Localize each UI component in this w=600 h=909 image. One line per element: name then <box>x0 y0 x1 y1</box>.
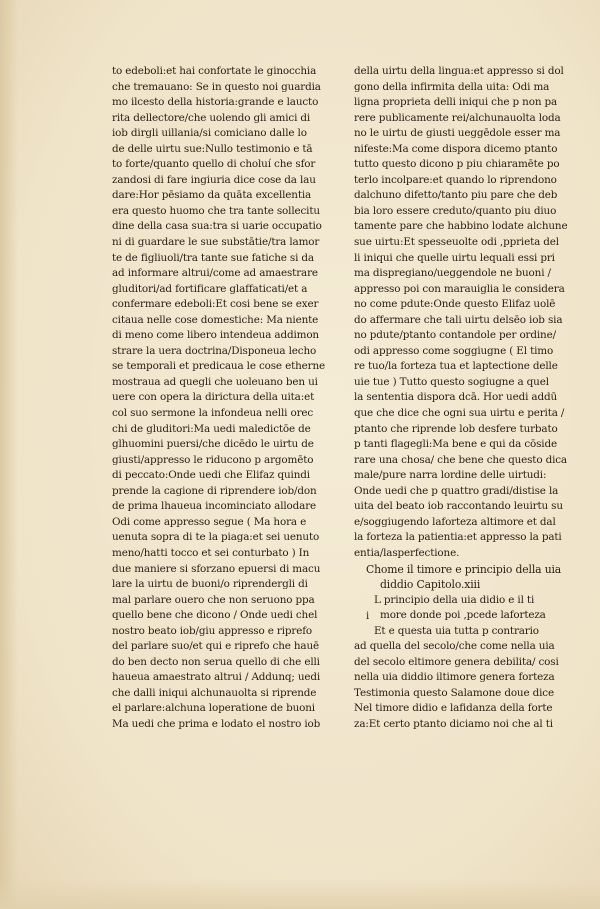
text-line: Ma uedi che prima e lodato el nostro iob <box>112 717 321 730</box>
text-line: do ben decto non serua quello di che elli <box>112 655 320 668</box>
text-line: do affermare che tali uirtu delsēo iob sia <box>354 313 563 326</box>
text-line: della uirtu della lingua:et appresso si dol <box>354 65 564 77</box>
text-line: el parlare:alchuna loperatione de buoni <box>112 702 315 715</box>
text-line: re tuo/la forteza tua et laptectione delle <box>354 360 558 373</box>
text-line: uenuta sopra di te la piaga:et sei uenuto <box>112 531 320 544</box>
text-line: e/soggiugendo laforteza altimore et dal <box>354 515 556 528</box>
chapter-heading-line-1: Chome il timore e principio della uia <box>366 562 562 576</box>
text-line: no le uirtu de giusti ueggēdole esser ma <box>354 127 561 140</box>
text-line: se temporali et predicaua le cose etherne <box>112 360 326 373</box>
text-line: nella uia diddio iltimore genera forteza <box>354 671 555 684</box>
chapter-heading-line-2: diddio Capitolo.xiii <box>380 578 481 592</box>
text-line: Odi come appresso segue ( Ma hora e <box>112 515 307 528</box>
text-line: to forte/quanto quello di choluí che sfor <box>112 158 316 171</box>
text-line: meno/hatti tocco et sei conturbato ) In <box>112 546 310 559</box>
text-line: col suo sermone la infondeua nelli orec <box>112 407 314 420</box>
text-line: chi de gluditori:Ma uedi maledictōe de <box>112 422 311 435</box>
text-line: no come pdute:Onde questo Elifaz uolē <box>354 298 556 311</box>
text-line: nifeste:Ma come dispora dicemo ptanto <box>354 142 558 155</box>
text-line: dine della casa sua:tra si uarie occupatio <box>112 220 322 233</box>
text-line: bia loro essere creduto/quanto piu diuo <box>354 204 557 217</box>
text-line: di meno come libero intendeua addimon <box>112 329 319 342</box>
text-line: citaua nelle cose domestiche: Ma niente <box>112 313 319 326</box>
text-line: de delle uirtu sue:Nullo testimonio e tā <box>112 142 313 155</box>
text-line: del secolo eltimore genera debilita/ cosi <box>354 655 559 668</box>
text-line: nostro beato iob/giu appresso e riprefo <box>112 624 313 637</box>
right-text-column <box>354 64 576 733</box>
text-line: sue uirtu:Et spesseuolte odi ,pprieta del <box>354 236 559 249</box>
text-line: dalchuno difetto/tanto piu pare che deb <box>354 189 558 202</box>
text-line: Testimonia questo Salamone doue dice <box>354 686 554 699</box>
text-line: ad informare altrui/come ad amaestrare <box>112 267 318 280</box>
text-line: to edeboli:et hai confortate le ginocchia <box>112 65 317 77</box>
text-line: Et e questa uia tutta p contrario <box>374 624 539 637</box>
text-line: mal parlare ouero che non seruono ppa <box>112 593 315 606</box>
text-line: dare:Hor pēsiamo da quāta excellentia <box>112 189 312 202</box>
text-line: ad quella del secolo/che come nella uia <box>354 640 555 653</box>
text-line: Nel timore didio e lafidanza della forte <box>354 702 553 715</box>
text-line: gluditori/ad fortificare glaffaticati/et a <box>112 282 308 295</box>
text-line: rere publicamente rei/alchunauolta loda <box>354 111 561 124</box>
text-line: de prima lhaueua incominciato allodare <box>112 500 317 513</box>
chapter-initial-block <box>354 593 576 733</box>
text-line: L principio della uia didio e il ti <box>374 593 535 606</box>
page-bottom-stain <box>0 879 600 909</box>
text-line: che tremauano: Se in questo noi guardia <box>112 80 321 93</box>
text-line: terlo incolpare:et quando lo riprendono <box>354 173 557 186</box>
text-line: di peccato:Onde uedi che Elifaz quindi <box>112 469 310 482</box>
text-line: ptanto che riprende lob desfere turbato <box>354 422 558 435</box>
text-line: iob dirgli uillania/si comiciano dalle lo <box>112 127 307 140</box>
text-line: Onde uedi che p quattro gradi/distise la <box>354 484 559 497</box>
text-line: lare la uirtu de buoni/o riprendergli di <box>112 578 308 591</box>
drop-initial-letter: i <box>366 610 370 622</box>
text-line: tutto questo dicono p piu chiaramēte po <box>354 158 560 171</box>
text-line: more donde poi ,pcede laforteza <box>380 609 546 622</box>
text-line: te de figliuoli/tra tante sue fatiche si da <box>112 251 314 264</box>
text-line: del parlare suo/et qui e riprefo che hauē <box>112 640 320 653</box>
text-line: mo ilcesto della historia:grande e laucto <box>112 96 319 109</box>
text-line: uie tue ) Tutto questo sogiugne a quel <box>354 375 549 388</box>
text-line: uita del beato iob raccontando leuirtu su <box>354 500 563 513</box>
text-line: odi appresso come soggiugne ( El timo <box>354 344 554 357</box>
text-line: ligna proprieta delli iniqui che p non pa <box>354 96 558 109</box>
text-line: za:Et certo ptanto diciamo noi che al ti <box>354 717 553 730</box>
text-line: rita dellectore/che uolendo gli amici di <box>112 111 311 124</box>
text-line: la forteza la patientia:et appresso la pati <box>354 531 562 544</box>
text-line: appresso poi con marauiglia le considera <box>354 282 565 295</box>
text-line: tamente pare che habbino lodate alchune <box>354 220 568 233</box>
text-line: p tanti flagegli:Ma bene e qui da cōside <box>354 438 557 451</box>
text-line: giusti/appresso le riducono p argomēto <box>112 453 314 466</box>
text-line: quello bene che dicono / Onde uedi chel <box>112 609 318 622</box>
left-text-column <box>112 64 334 733</box>
text-line: ma dispregiano/ueggendole ne buoni / <box>354 267 551 280</box>
text-line: mostraua ad quegli che uoleuano ben ui <box>112 375 318 388</box>
right-column-body <box>354 64 576 562</box>
text-line: strare la uera doctrina/Disponeua lecho <box>112 344 317 357</box>
text-line: prende la cagione di riprendere iob/don <box>112 484 317 497</box>
text-line: che dalli iniqui alchunauolta si riprende <box>112 686 317 699</box>
text-line: entia/lasperfectione. <box>354 546 460 559</box>
text-line: due maniere si sforzano epuersi di macu <box>112 562 321 575</box>
chapter-body <box>354 593 576 733</box>
text-line: glhuomini puersi/che dicēdo le uirtu de <box>112 438 314 451</box>
text-line: uere con opera la dirictura della uita:et <box>112 391 315 404</box>
text-line: ni di guardare le sue substātie/tra lamor <box>112 236 320 249</box>
text-line: confermare edeboli:Et cosi bene se exer <box>112 298 319 311</box>
text-line: rare una chosa/ che bene che questo dica <box>354 453 567 466</box>
text-line: era questo huomo che tra tante sollecitu <box>112 204 320 217</box>
text-line: la sententia dispora dcā. Hor uedi addū <box>354 391 558 404</box>
text-line: zandosi di fare ingiuria dice cose da lau <box>112 173 316 186</box>
text-line: haueua amaestrato altrui / Addunq; uedi <box>112 671 321 684</box>
text-line: no pdute/ptanto contandole per ordine/ <box>354 329 556 342</box>
text-line: gono della infirmita della uita: Odi ma <box>354 80 550 93</box>
text-line: male/pure narra lordine delle uirtudi: <box>354 469 547 482</box>
page-edge-stain <box>0 0 18 909</box>
text-line: que che dice che ogni sua uirtu e perita / <box>354 407 565 420</box>
text-line: li iniqui che quelle uirtu lequali essi pri <box>354 251 555 264</box>
